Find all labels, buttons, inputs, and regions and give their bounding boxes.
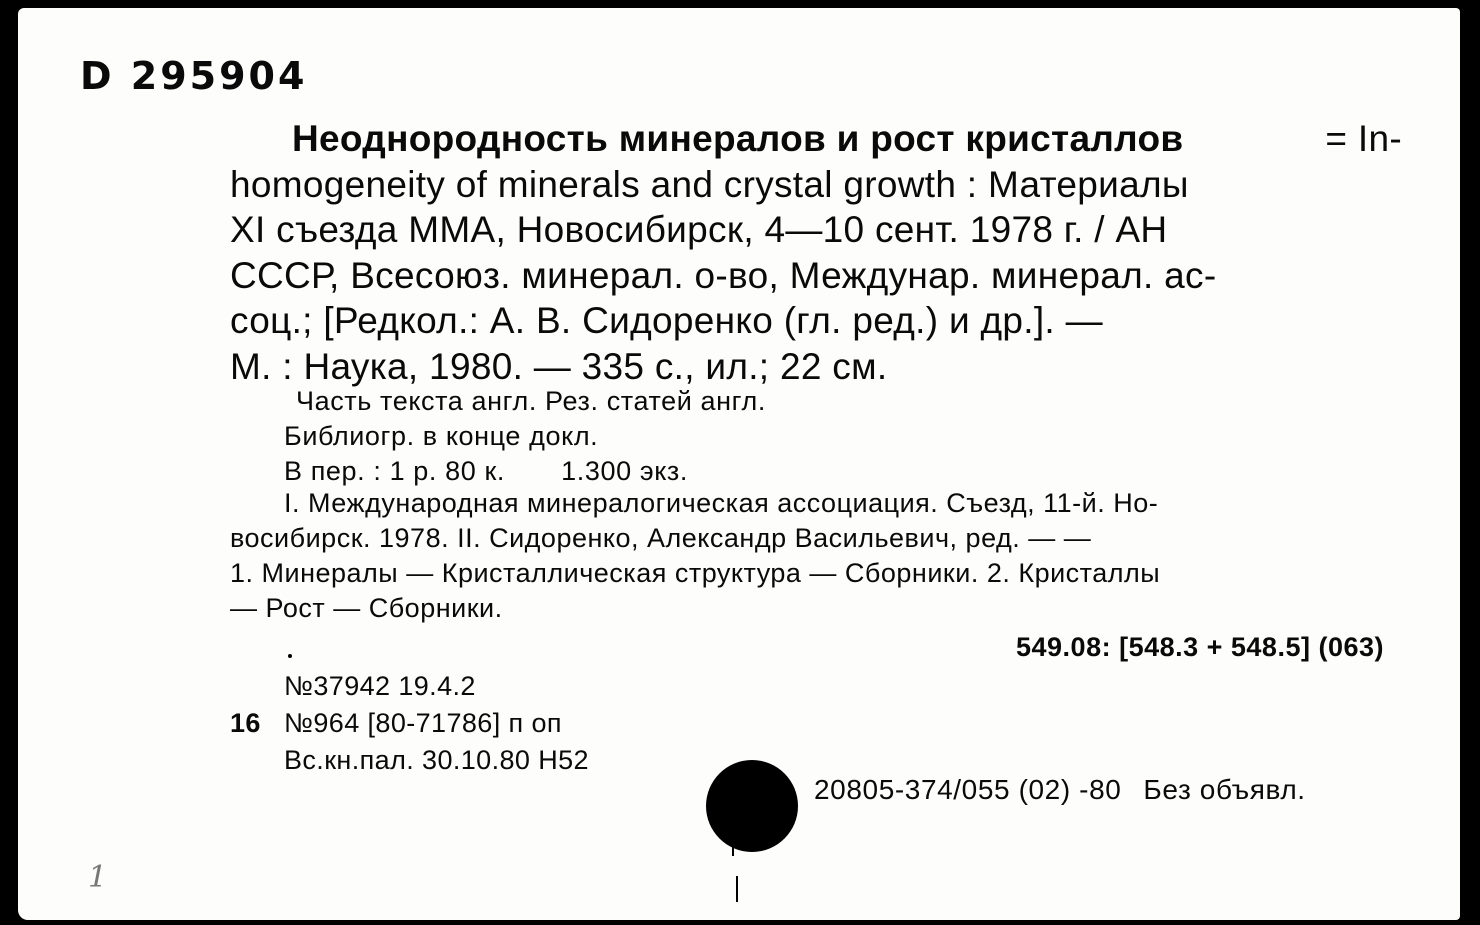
- call-number: D 295904: [80, 54, 308, 98]
- main-entry-line-1-rest: = In-: [1325, 118, 1402, 159]
- print-run: 1.300 экз.: [561, 456, 689, 486]
- notes: [230, 384, 1402, 489]
- filled-circle-mark: [706, 760, 798, 852]
- catalog-card: [18, 8, 1460, 920]
- note-language: Часть текста англ. Рез. статей англ.: [296, 386, 766, 416]
- pencil-mark: 1: [88, 860, 108, 895]
- tech-line-1: №37942 19.4.2: [284, 671, 476, 701]
- tech-line-2-number: 16: [230, 708, 261, 738]
- price: В пер. : 1 р. 80 к.: [284, 456, 505, 486]
- note-price: [230, 454, 1402, 489]
- main-entry-line-3: XI съезда ММА, Новосибирск, 4—10 сент. 1978 г. / АН: [230, 209, 1168, 250]
- main-entry-line-2: homogeneity of minerals and crystal growth : Материалы: [230, 163, 1189, 205]
- tick-mark-lower: [736, 876, 738, 902]
- tech-line-2: [230, 705, 589, 742]
- tick-mark: [732, 846, 734, 856]
- tech-line-3: Вс.кн.пал. 30.10.80 Н52: [284, 745, 589, 775]
- isbn-code: 20805-374/055 (02) -80: [814, 774, 1122, 805]
- note-bibliography: Библиогр. в конце докл.: [284, 421, 599, 451]
- availability-note: Без объявл.: [1143, 774, 1306, 805]
- tracing-line-1: I. Международная минералогическая ассоциация. Съезд, 11-й. Но-: [284, 488, 1159, 518]
- tech-line-2-rest: №964 [80-71786] п оп: [284, 708, 562, 738]
- main-entry-line-5: соц.; [Редкол.: А. В. Сидоренко (гл. ред.) и др.]. —: [230, 300, 1103, 341]
- technical-info: [230, 668, 589, 779]
- publication-code: [814, 774, 1306, 806]
- title: Неоднородность минералов и рост кристаллов: [292, 118, 1184, 159]
- udc-classification: 549.08: [548.3 + 548.5] (063): [1016, 632, 1384, 662]
- tracing-line-2: восибирск. 1978. II. Сидоренко, Александр Васильевич, ред. — —: [230, 523, 1092, 553]
- main-entry-line-6: М. : Наука, 1980. — 335 с., ил.; 22 см.: [230, 345, 888, 387]
- tracings: [230, 486, 1402, 626]
- tracing-line-4: — Рост — Сборники.: [230, 593, 503, 623]
- main-entry-line-4: СССР, Всесоюз. минерал. о-во, Междунар. минерал. ас-: [230, 254, 1217, 296]
- tracing-line-3: 1. Минералы — Кристаллическая структура — Сборники. 2. Кристаллы: [230, 558, 1161, 588]
- main-entry-line-1: [230, 116, 1402, 162]
- stray-dot: [288, 654, 292, 658]
- main-entry: [230, 116, 1402, 389]
